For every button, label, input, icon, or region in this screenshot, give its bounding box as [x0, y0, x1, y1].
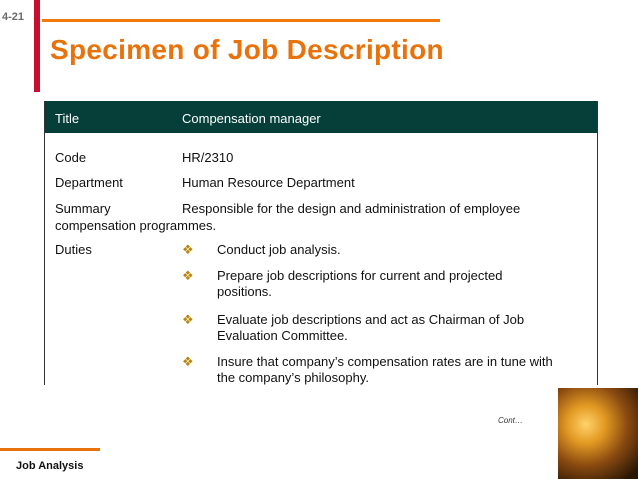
duty-text-line1: Prepare job descriptions for current and projected — [217, 268, 503, 283]
slide-title: Specimen of Job Description — [50, 34, 444, 65]
summary-label: Summary — [55, 201, 111, 216]
duty-text-line1: Evaluate job descriptions and act as Chairman of Job — [217, 312, 525, 327]
accent-bar — [34, 0, 40, 92]
duty-text-line1: Insure that company’s compensation rates are in tune with — [217, 354, 553, 369]
decorative-photo — [558, 388, 638, 479]
department-label: Department — [55, 175, 123, 190]
code-value: HR/2310 — [182, 150, 234, 165]
footer-rule — [0, 448, 100, 451]
department-value: Human Resource Department — [182, 175, 355, 190]
footer-label: Job Analysis — [16, 460, 84, 472]
table-header-row — [45, 101, 597, 133]
code-label: Code — [55, 150, 87, 165]
job-description-table — [44, 101, 598, 385]
header-title-label: Title — [55, 111, 80, 126]
duties-label: Duties — [55, 242, 92, 257]
summary-value-line1: Responsible for the design and administration of employee — [182, 201, 521, 216]
diamond-bullet-icon: ❖ — [182, 268, 194, 283]
duty-text-line2: Evaluation Committee. — [217, 328, 348, 343]
slide-number: 4-21 — [2, 11, 25, 23]
diamond-bullet-icon: ❖ — [182, 312, 194, 327]
continued-note: Cont… — [498, 416, 523, 425]
duty-text-line2: positions. — [217, 284, 272, 299]
top-rule — [42, 19, 440, 22]
diamond-bullet-icon: ❖ — [182, 242, 194, 257]
header-title-value: Compensation manager — [182, 111, 321, 126]
diamond-bullet-icon: ❖ — [182, 354, 194, 369]
summary-value-line2: compensation programmes. — [55, 218, 217, 233]
duty-text-line2: the company’s philosophy. — [217, 370, 370, 385]
duty-text-line1: Conduct job analysis. — [217, 242, 341, 257]
